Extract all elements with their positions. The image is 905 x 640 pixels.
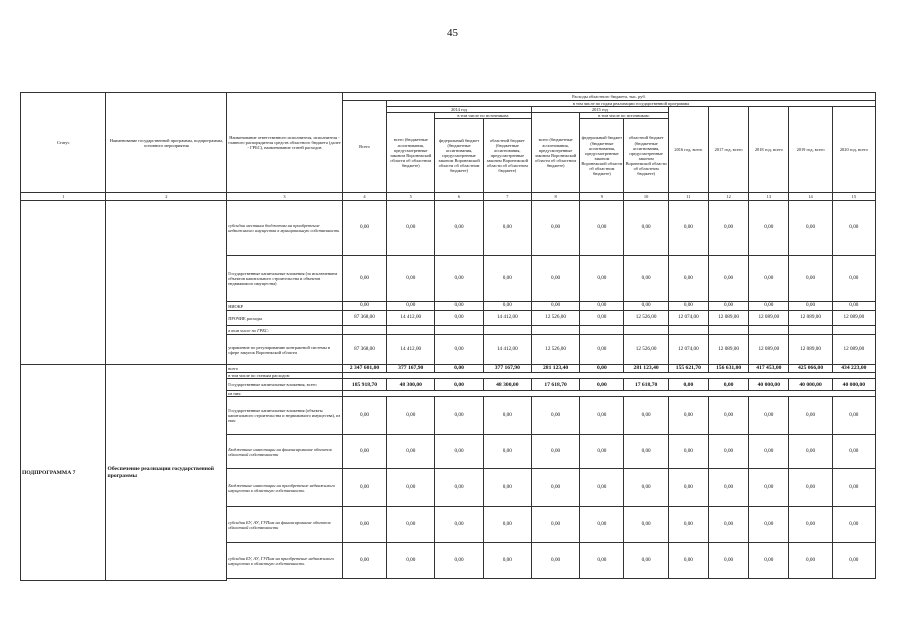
row-value: 0,00	[580, 335, 624, 365]
row-value: 0,00	[342, 469, 386, 507]
row-value: 0,00	[387, 302, 435, 311]
row-value: 0,00	[387, 397, 435, 435]
header-sources-2014: в том числе по источникам:	[435, 113, 532, 119]
column-number: 3	[227, 193, 343, 201]
sub7-capital-value: 0,00	[668, 379, 708, 391]
row-value: 0,00	[749, 201, 789, 256]
row-value: 0,00	[708, 507, 748, 543]
row-value: 14 412,00	[483, 311, 531, 326]
row-value: 0,00	[580, 469, 624, 507]
row-value: 0,00	[531, 435, 579, 469]
sub7-capital-value: 40 000,00	[789, 379, 832, 391]
sub7-capital-value: 40 000,00	[749, 379, 789, 391]
row-value: 0,00	[531, 507, 579, 543]
row-value	[668, 326, 708, 335]
row-value: 0,00	[789, 397, 832, 435]
sub7-total-value: 377 167,90	[483, 365, 531, 373]
row-label: Бюджетные инвестиции на приобретение недвижимого имущества в областную собственность	[227, 469, 343, 507]
header-responsible: Наименование ответственного исполнителя, исполнителя - главного распорядителя средств областного бюджета (далее - ГРБС), наименование статей расходов	[227, 93, 343, 193]
row-label: НИОКР	[227, 302, 343, 311]
row-label: управление по регулированию контрактной системы в сфере закупок Воронежской области	[227, 335, 343, 365]
header-name: Наименование государственной программы, подпрограммы, основного мероприятия	[106, 93, 227, 193]
row-value: 0,00	[531, 469, 579, 507]
sub7-capital-value: 17 618,70	[624, 379, 668, 391]
header-year-2015: 2015 год	[531, 107, 668, 113]
header-sources-2015: в том числе по источникам:	[580, 113, 669, 119]
sub7-total-value: 281 123,40	[624, 365, 668, 373]
row-value: 0,00	[342, 507, 386, 543]
sub7-total-value: 156 631,00	[708, 365, 748, 373]
row-value: 0,00	[580, 311, 624, 326]
header-c11: 2016 год, всего	[668, 107, 708, 193]
row-value: 0,00	[668, 256, 708, 302]
row-value: 0,00	[531, 543, 579, 579]
sub7-capital-value: 185 918,70	[342, 379, 386, 391]
row-value: 0,00	[789, 507, 832, 543]
row-value: 0,00	[435, 201, 483, 256]
row-value: 0,00	[832, 397, 875, 435]
row-label: в том числе по ГРБС:	[227, 326, 343, 335]
row-value	[708, 326, 748, 335]
row-value: 12 089,00	[832, 335, 875, 365]
row-value: 0,00	[668, 435, 708, 469]
row-value: 0,00	[749, 469, 789, 507]
row-value: 87 368,00	[342, 311, 386, 326]
header-c14: 2019 год, всего	[789, 107, 832, 193]
column-number: 9	[580, 193, 624, 201]
sub7-capital-label: Государственные капитальные вложения, всего	[227, 379, 343, 391]
sub7-capital-value: 17 618,70	[531, 379, 579, 391]
row-value: 0,00	[624, 201, 668, 256]
sub7-total-value: 434 223,00	[832, 365, 875, 373]
sub7-capital-value: 0,00	[435, 379, 483, 391]
column-number: 2	[106, 193, 227, 201]
row-value: 0,00	[531, 201, 579, 256]
row-value: 0,00	[483, 435, 531, 469]
row-value: 0,00	[483, 397, 531, 435]
row-value: 0,00	[580, 397, 624, 435]
column-number: 1	[21, 193, 106, 201]
row-value: 12 089,00	[789, 335, 832, 365]
row-value: 0,00	[580, 302, 624, 311]
header-c6: федеральный бюджет (бюджетные ассигнования, предусмотренные законом Воронежской области об областном бюджете)	[435, 119, 483, 193]
row-value: 12 074,00	[668, 311, 708, 326]
row-value: 0,00	[580, 256, 624, 302]
row-value: 0,00	[789, 469, 832, 507]
row-value: 0,00	[832, 469, 875, 507]
row-value: 0,00	[435, 507, 483, 543]
row-value: 0,00	[749, 302, 789, 311]
row-value: 0,00	[435, 435, 483, 469]
row-value: 0,00	[668, 397, 708, 435]
row-value: 0,00	[789, 543, 832, 579]
row-value: 0,00	[708, 543, 748, 579]
row-value	[531, 326, 579, 335]
row-value: 0,00	[387, 507, 435, 543]
row-value: 0,00	[435, 543, 483, 579]
row-value	[435, 326, 483, 335]
row-label: Государственные капитальные вложения (объекты капитального строительства и недвижимого имущества), из них:	[227, 397, 343, 435]
row-value: 0,00	[580, 201, 624, 256]
row-value: 0,00	[435, 302, 483, 311]
sub7-capital-value: 40 000,00	[832, 379, 875, 391]
row-value: 0,00	[435, 311, 483, 326]
row-value: 0,00	[483, 469, 531, 507]
sub7-including: из них:	[227, 391, 343, 397]
row-value: 0,00	[342, 435, 386, 469]
row-value	[749, 326, 789, 335]
row-value: 0,00	[435, 397, 483, 435]
row-value: 0,00	[749, 256, 789, 302]
row-value: 12 526,00	[624, 311, 668, 326]
row-value: 0,00	[749, 543, 789, 579]
column-number: 10	[624, 193, 668, 201]
row-value: 0,00	[342, 397, 386, 435]
row-value: 0,00	[624, 256, 668, 302]
sub7-by-articles: в том числе по статьям расходов:	[227, 373, 343, 379]
row-value: 0,00	[624, 302, 668, 311]
budget-table	[20, 92, 876, 581]
row-label: субсидии местным бюджетам на приобретение недвижимого имущества в муниципальную собственность	[227, 201, 343, 256]
row-value: 0,00	[624, 543, 668, 579]
sub7-capital-value: 48 300,00	[483, 379, 531, 391]
column-number: 7	[483, 193, 531, 201]
column-number: 5	[387, 193, 435, 201]
row-value	[483, 326, 531, 335]
row-label: Государственные капитальные вложения (за исключением объектов капитального строительства и объектов недвижимого имущества)	[227, 256, 343, 302]
sub7-total-value: 281 123,40	[531, 365, 579, 373]
row-value: 0,00	[832, 256, 875, 302]
row-label: ПРОЧИЕ расходы	[227, 311, 343, 326]
row-value: 0,00	[624, 507, 668, 543]
row-value: 0,00	[668, 469, 708, 507]
row-value: 0,00	[483, 256, 531, 302]
row-value: 0,00	[531, 302, 579, 311]
header-total: Всего	[342, 101, 386, 193]
row-value: 0,00	[342, 543, 386, 579]
row-value: 0,00	[435, 469, 483, 507]
row-value: 0,00	[789, 302, 832, 311]
row-value: 0,00	[832, 302, 875, 311]
column-number: 15	[832, 193, 875, 201]
sub7-total-value: 417 453,00	[749, 365, 789, 373]
status-cell-empty	[21, 201, 106, 365]
sub7-total-value: 377 167,90	[387, 365, 435, 373]
header-c13: 2018 год, всего	[749, 107, 789, 193]
row-value: 0,00	[708, 469, 748, 507]
column-number: 11	[668, 193, 708, 201]
column-number: 6	[435, 193, 483, 201]
row-value: 12 526,00	[531, 335, 579, 365]
row-value: 0,00	[832, 543, 875, 579]
row-value: 0,00	[789, 256, 832, 302]
row-value: 0,00	[624, 397, 668, 435]
subprogram-7-status: ПОДПРОГРАММА 7	[21, 365, 106, 581]
row-value: 0,00	[749, 397, 789, 435]
row-value: 12 089,00	[708, 311, 748, 326]
row-value: 12 089,00	[789, 311, 832, 326]
header-c15: 2020 год, всего	[832, 107, 875, 193]
row-value: 0,00	[580, 435, 624, 469]
row-value: 0,00	[668, 201, 708, 256]
sub7-total-label: всего	[227, 365, 343, 373]
column-numbers-row	[21, 193, 876, 201]
column-number: 13	[749, 193, 789, 201]
row-label: субсидии БУ, АУ, ГУПам на приобретение недвижимого имущества в областную собственность	[227, 543, 343, 579]
row-value: 0,00	[387, 469, 435, 507]
row-value: 0,00	[708, 397, 748, 435]
column-number: 4	[342, 193, 386, 201]
header-c7: областной бюджет (бюджетные ассигнования, предусмотренные законом Воронежской области об областном бюджете)	[483, 119, 531, 193]
row-value: 0,00	[789, 201, 832, 256]
row-value	[832, 326, 875, 335]
column-number: 14	[789, 193, 832, 201]
row-value: 0,00	[832, 435, 875, 469]
row-value: 0,00	[483, 507, 531, 543]
sub7-capital-value: 48 300,00	[387, 379, 435, 391]
row-value	[624, 326, 668, 335]
row-value: 0,00	[531, 256, 579, 302]
sub7-total-value: 0,00	[580, 365, 624, 373]
header-c9: федеральный бюджет (бюджетные ассигнования, предусмотренные законом Воронежской области об областном бюджете)	[580, 119, 624, 193]
row-value: 0,00	[668, 302, 708, 311]
row-value: 0,00	[387, 543, 435, 579]
row-value	[387, 326, 435, 335]
row-value: 0,00	[789, 435, 832, 469]
row-value: 12 074,00	[668, 335, 708, 365]
header-expenses-title: Расходы областного бюджета, тыс. руб.	[342, 93, 875, 101]
row-value: 0,00	[708, 201, 748, 256]
sub7-total-value: 425 066,00	[789, 365, 832, 373]
subprogram-7-name: Обеспечение реализации государственной программы	[106, 365, 227, 581]
table-cutoff	[227, 579, 876, 581]
row-value: 0,00	[749, 507, 789, 543]
column-number: 8	[531, 193, 579, 201]
header-c10: областной бюджет (бюджетные ассигнования, предусмотренные законом Воронежской области об областном бюджете)	[624, 119, 668, 193]
row-value: 0,00	[749, 435, 789, 469]
row-value: 0,00	[387, 201, 435, 256]
sub7-total-value: 2 347 601,00	[342, 365, 386, 373]
header-c12: 2017 год, всего	[708, 107, 748, 193]
row-value	[580, 326, 624, 335]
sub7-capital-value: 0,00	[708, 379, 748, 391]
row-value: 14 412,00	[387, 311, 435, 326]
row-value: 0,00	[580, 507, 624, 543]
row-value: 12 089,00	[832, 311, 875, 326]
header-c8: всего (бюджетные ассигнования, предусмотренные законом Воронежской области об областном бюджете)	[531, 113, 579, 193]
row-value: 87 368,00	[342, 335, 386, 365]
column-number: 12	[708, 193, 748, 201]
row-value: 0,00	[435, 256, 483, 302]
header-c5: всего (бюджетные ассигнования, предусмотренные законом Воронежской области об областном бюджете)	[387, 113, 435, 193]
row-value: 0,00	[531, 397, 579, 435]
row-value: 0,00	[708, 435, 748, 469]
row-value: 0,00	[435, 335, 483, 365]
sub7-capital-value: 0,00	[580, 379, 624, 391]
row-label: субсидии БУ, АУ, ГУПам на финансирование объектов областной собственности	[227, 507, 343, 543]
row-value: 0,00	[708, 256, 748, 302]
header-year-2014: 2014 год	[387, 107, 532, 113]
row-value: 12 089,00	[708, 335, 748, 365]
row-value: 0,00	[832, 201, 875, 256]
header-by-years: в том числе по годам реализации государственной программы	[387, 101, 876, 107]
name-cell-empty	[106, 201, 227, 365]
row-value: 0,00	[483, 543, 531, 579]
row-label: Бюджетные инвестиции на финансирование объектов областной собственности	[227, 435, 343, 469]
row-value	[342, 326, 386, 335]
sub7-total-value: 155 621,70	[668, 365, 708, 373]
row-value: 0,00	[832, 507, 875, 543]
row-value: 0,00	[483, 201, 531, 256]
row-value: 0,00	[668, 543, 708, 579]
row-value: 12 526,00	[624, 335, 668, 365]
page-number: 45	[447, 27, 458, 39]
sub7-total-value: 0,00	[435, 365, 483, 373]
row-value: 0,00	[708, 302, 748, 311]
row-value: 0,00	[580, 543, 624, 579]
row-value: 12 526,00	[531, 311, 579, 326]
row-value: 0,00	[624, 435, 668, 469]
row-value: 0,00	[342, 201, 386, 256]
row-value: 12 089,00	[749, 311, 789, 326]
row-value	[789, 326, 832, 335]
row-value: 14 412,00	[387, 335, 435, 365]
header-status: Статус	[21, 93, 106, 193]
row-value: 0,00	[668, 507, 708, 543]
row-value: 0,00	[342, 256, 386, 302]
row-value: 0,00	[483, 302, 531, 311]
row-value: 14 412,00	[483, 335, 531, 365]
row-value: 12 089,00	[749, 335, 789, 365]
row-value: 0,00	[387, 256, 435, 302]
row-value: 0,00	[387, 435, 435, 469]
row-value: 0,00	[624, 469, 668, 507]
row-value: 0,00	[342, 302, 386, 311]
